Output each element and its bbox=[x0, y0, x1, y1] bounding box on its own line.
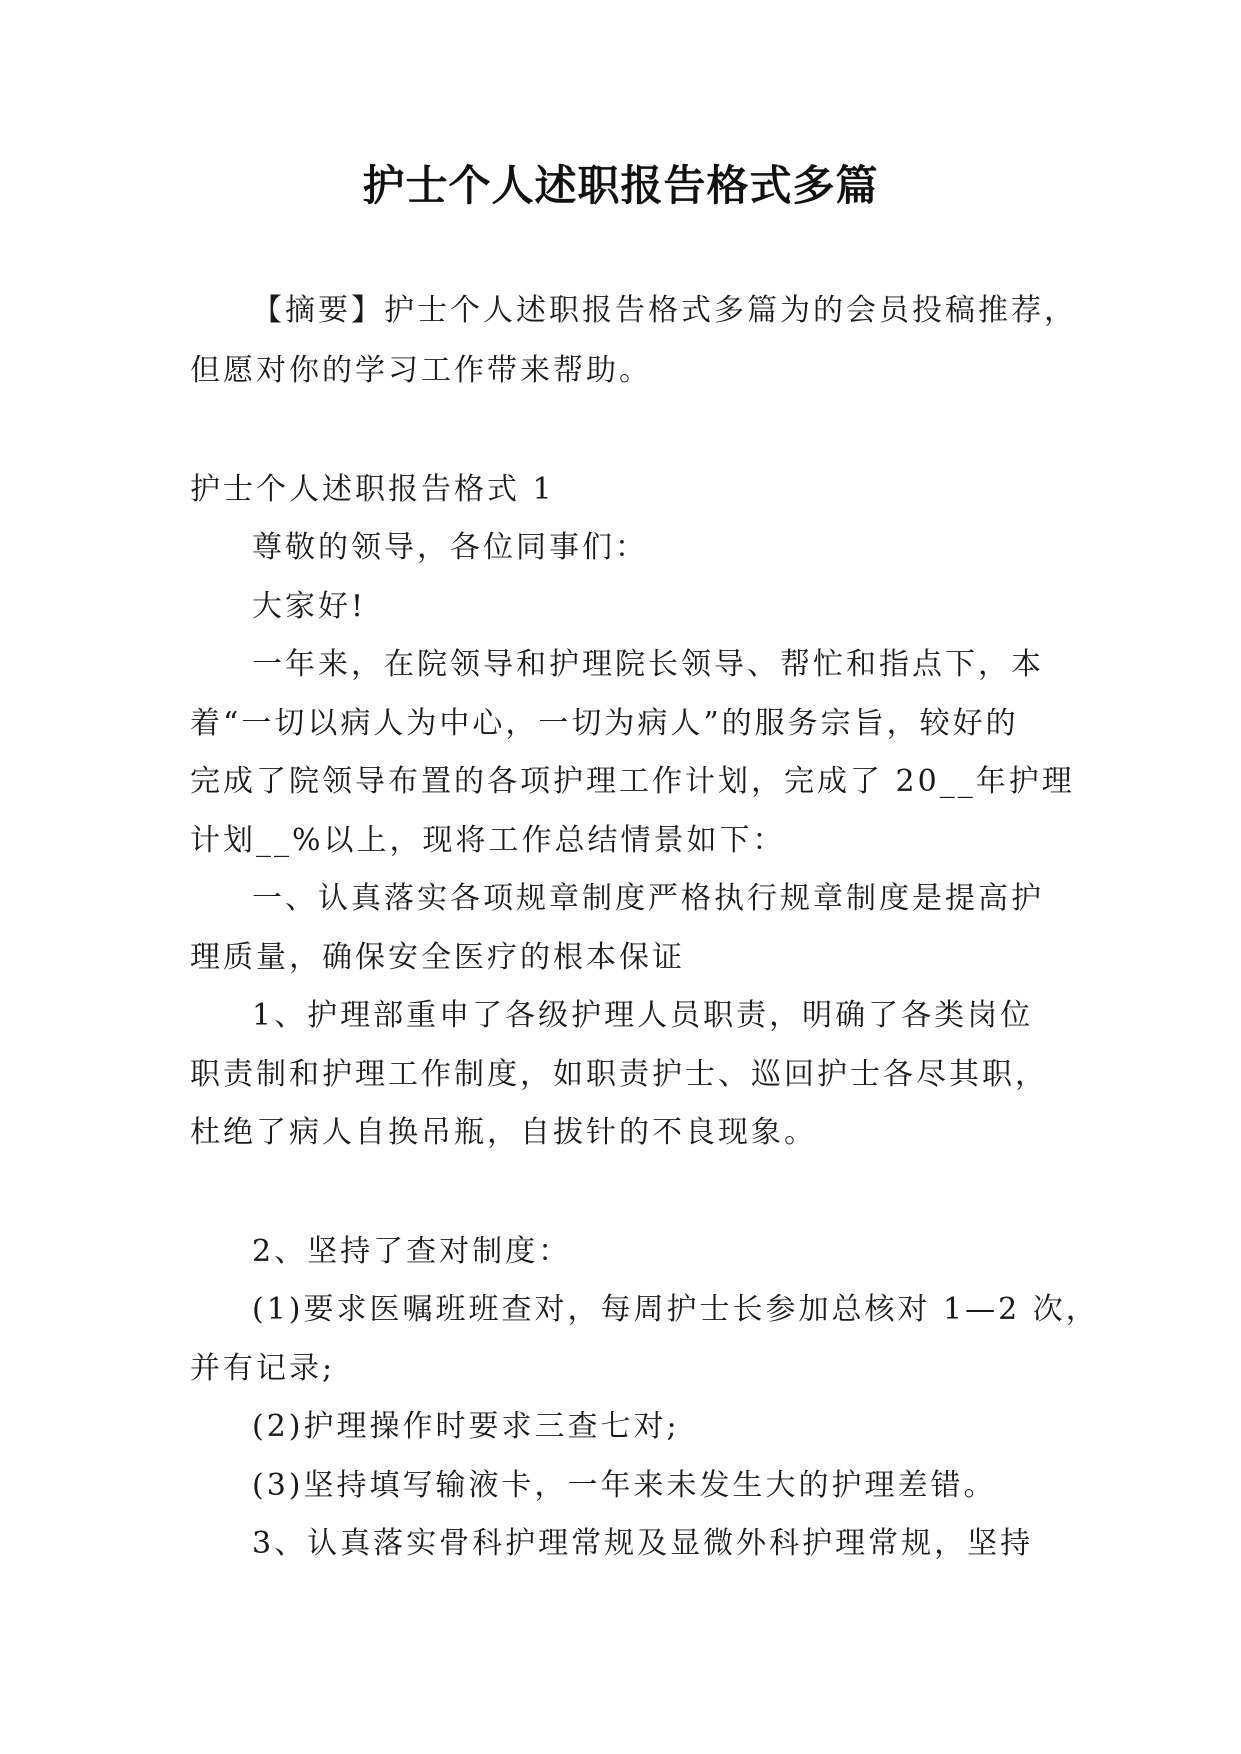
paragraph-line: (3)坚持填写输液卡，一年来未发生大的护理差错。 bbox=[252, 1468, 997, 1503]
paragraph-line: (1)要求医嘱班班查对，每周护士长参加总核对 1—2 次， bbox=[252, 1292, 1099, 1327]
paragraph-line: 职责制和护理工作制度，如职责护士、巡回护士各尽其职， bbox=[190, 1057, 1048, 1092]
paragraph-line: 计划__%以上，现将工作总结情景如下： bbox=[190, 823, 786, 858]
paragraph-line: 并有记录; bbox=[190, 1351, 336, 1386]
salutation: 尊敬的领导，各位同事们： bbox=[252, 530, 648, 565]
paragraph-line: 着“一切以病人为中心，一切为病人”的服务宗旨，较好的 bbox=[190, 706, 1019, 741]
paragraph-line: 1、护理部重申了各级护理人员职责，明确了各类岗位 bbox=[252, 998, 1034, 1033]
document-title: 护士个人述职报告格式多篇 bbox=[362, 161, 879, 210]
paragraph-line: (2)护理操作时要求三查七对; bbox=[252, 1409, 680, 1444]
paragraph-line: 2、坚持了查对制度： bbox=[252, 1234, 572, 1269]
paragraph-line: 一年来，在院领导和护理院长领导、帮忙和指点下，本 bbox=[252, 647, 1044, 682]
paragraph-line: 杜绝了病人自换吊瓶，自拔针的不良现象。 bbox=[190, 1115, 817, 1150]
paragraph-line: 完成了院领导布置的各项护理工作计划，完成了 20__年护理 bbox=[190, 764, 1075, 799]
abstract-line-1: 【摘要】护士个人述职报告格式多篇为的会员投稿推荐， bbox=[252, 293, 1077, 328]
section-heading: 护士个人述职报告格式 1 bbox=[190, 472, 555, 507]
paragraph-line: 3、认真落实骨科护理常规及显微外科护理常规，坚持 bbox=[252, 1526, 1034, 1561]
paragraph-line: 理质量，确保安全医疗的根本保证 bbox=[190, 940, 685, 975]
paragraph-line: 一、认真落实各项规章制度严格执行规章制度是提高护 bbox=[252, 881, 1044, 916]
abstract-line-2: 但愿对你的学习工作带来帮助。 bbox=[190, 353, 652, 388]
greeting: 大家好! bbox=[252, 589, 367, 624]
